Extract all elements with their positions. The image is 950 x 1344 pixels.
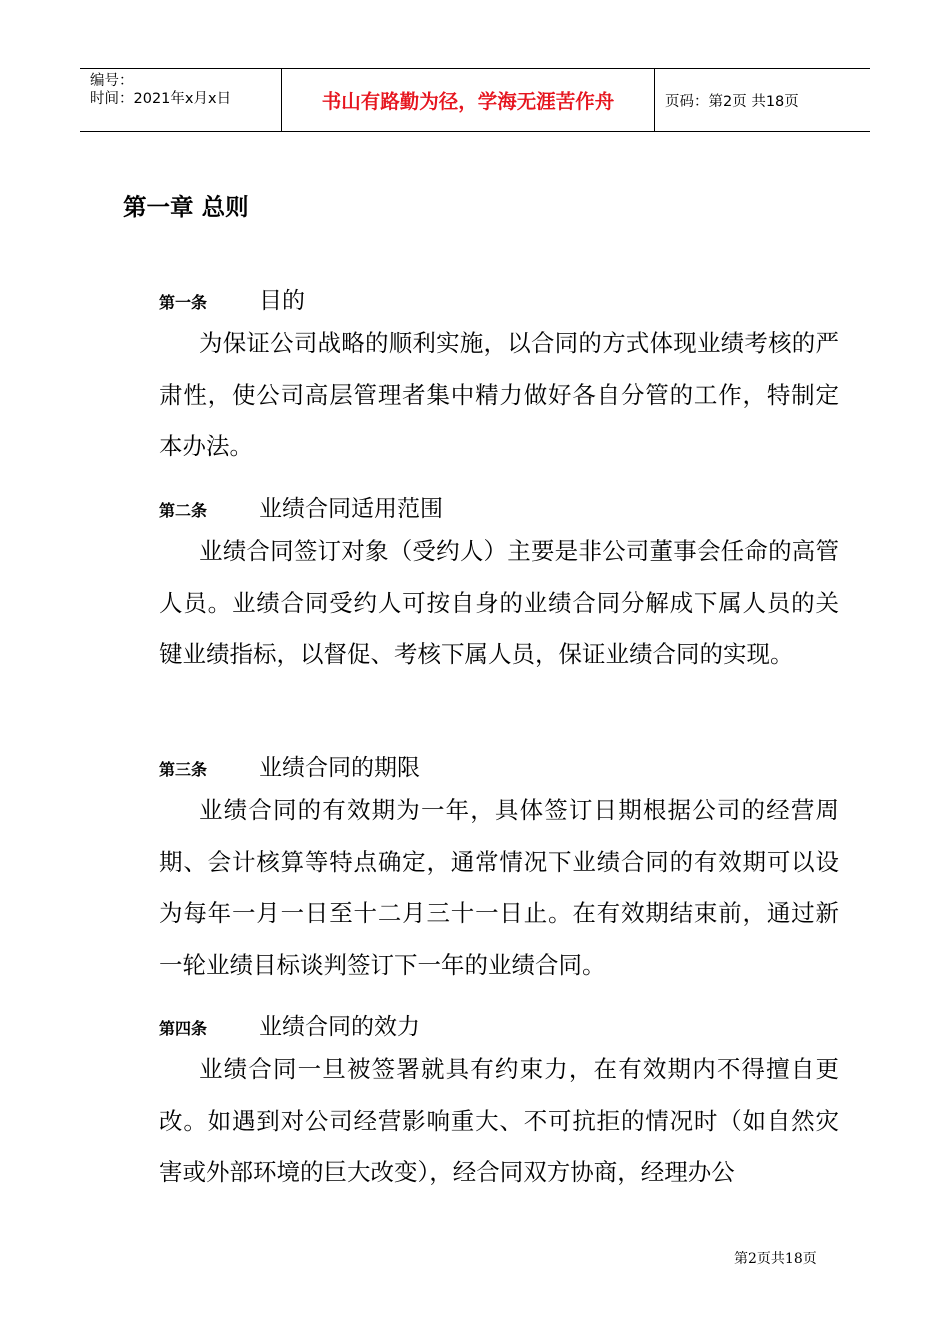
article-number: 第三条 xyxy=(159,760,208,779)
header-meta xyxy=(80,69,282,131)
article-number: 第一条 xyxy=(159,293,208,312)
article-number: 第二条 xyxy=(159,501,208,520)
header-page-number: 页码：第2页 共18页 xyxy=(665,93,799,110)
chapter-title: 第一章 总则 xyxy=(123,193,249,221)
header-motto: 书山有路勤为径，学海无涯苦作舟 xyxy=(282,69,655,131)
article-text: 业绩合同签订对象（受约人）主要是非公司董事会任命的高管人员。业绩合同受约人可按自身的业绩合同分解成下属人员的关键业绩指标，以督促、考核下属人员，保证业绩合同的实现。 xyxy=(159,537,839,668)
article-text: 为保证公司战略的顺利实施，以合同的方式体现业绩考核的严肃性，使公司高层管理者集中精力做好各自分管的工作，特制定本办法。 xyxy=(159,329,839,460)
article-heading xyxy=(159,749,420,782)
page-footer: 第2页共18页 xyxy=(734,1251,817,1267)
article-number: 第四条 xyxy=(159,1019,208,1038)
document-number-label: 编号： xyxy=(90,73,134,89)
article-heading xyxy=(159,490,443,523)
page-header xyxy=(80,68,870,132)
article-heading xyxy=(159,1008,420,1041)
article-title: 业绩合同的效力 xyxy=(259,1014,420,1040)
article-title: 业绩合同适用范围 xyxy=(259,496,443,522)
article-text: 业绩合同一旦被签署就具有约束力，在有效期内不得擅自更改。如遇到对公司经营影响重大、不可抗拒的情况时（如自然灾害或外部环境的巨大改变），经合同双方协商，经理办公 xyxy=(159,1055,839,1186)
document-date: 时间：2021年x月x日 xyxy=(90,91,232,107)
article-heading xyxy=(159,282,305,315)
article-title: 目的 xyxy=(259,288,305,314)
article-text: 业绩合同的有效期为一年，具体签订日期根据公司的经营周期、会计核算等特点确定，通常情况下业绩合同的有效期可以设为每年一月一日至十二月三十一日止。在有效期结束前，通过新一轮业绩目标谈判签订下一年的业绩合同。 xyxy=(159,796,839,979)
article-title: 业绩合同的期限 xyxy=(259,755,420,781)
